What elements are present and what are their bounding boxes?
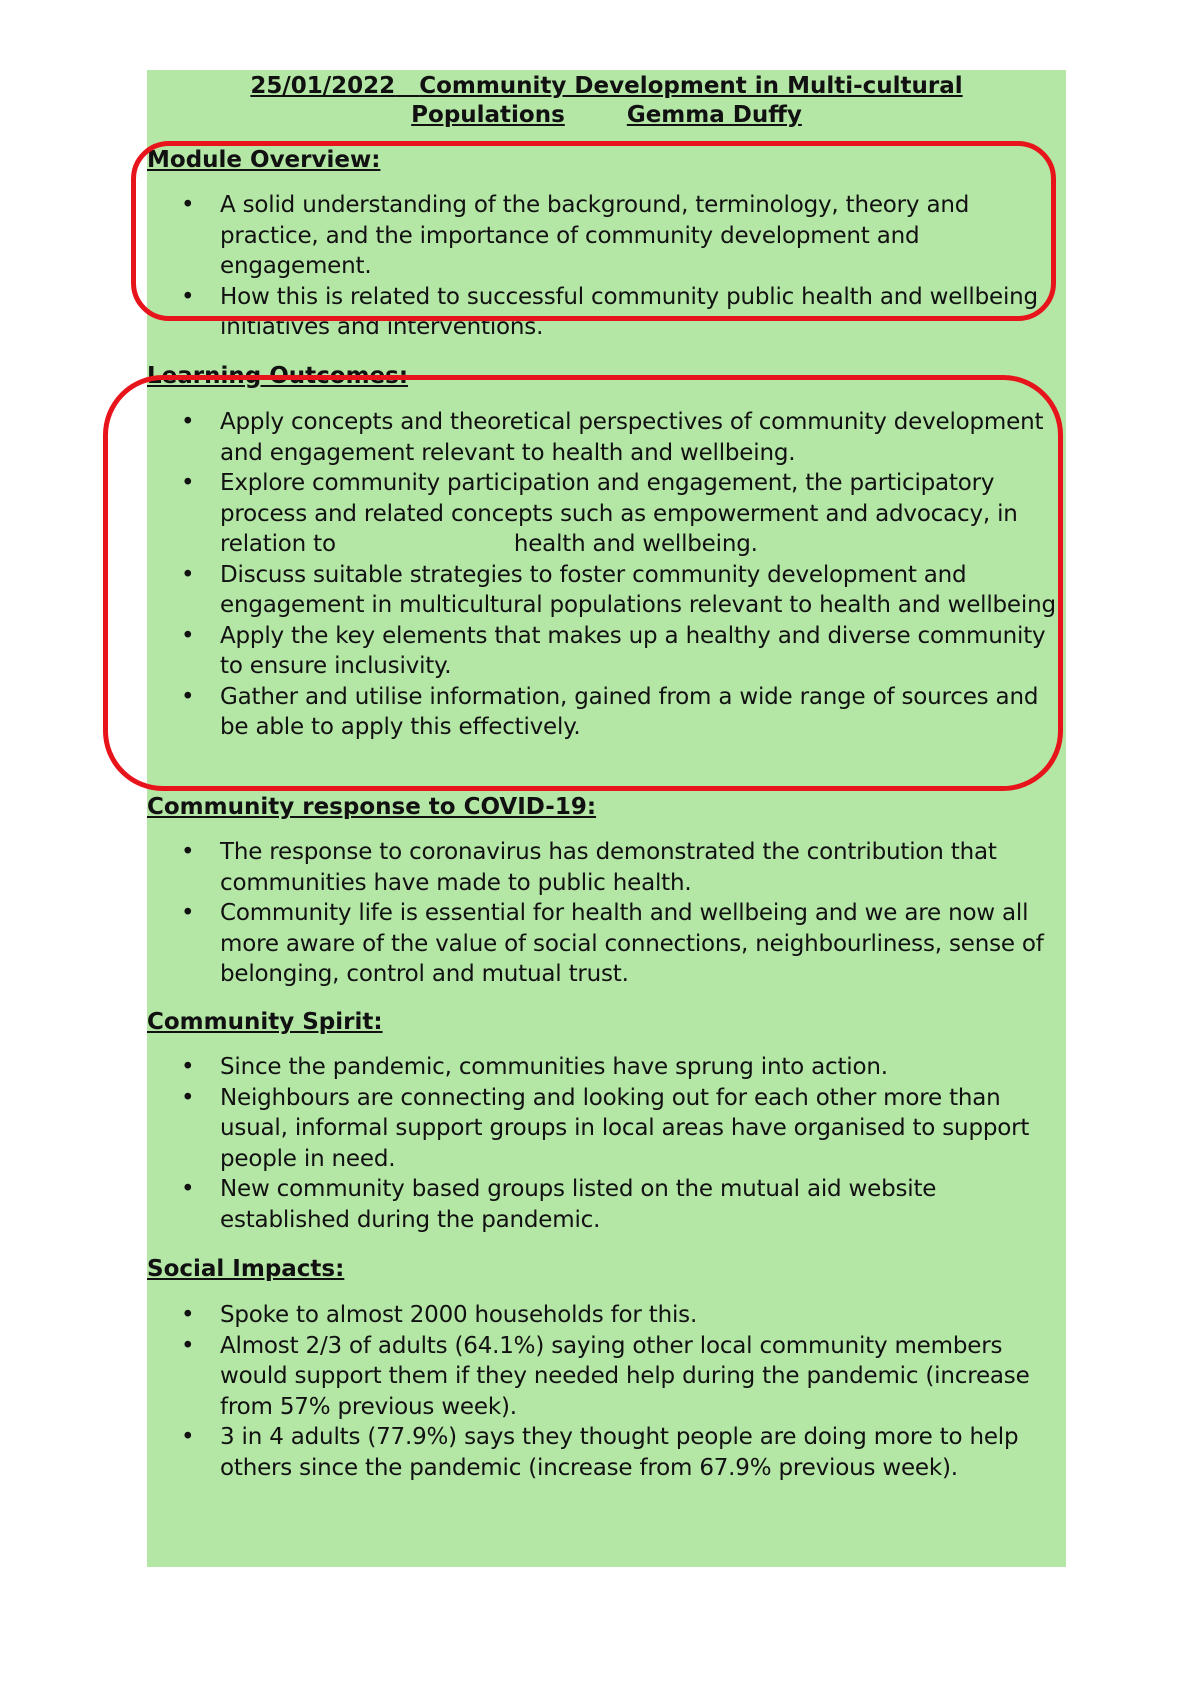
list-item-text: Explore community participation and engagement, the participatory process and related concepts such as empowerment and advocacy, in relation to: [220, 470, 1018, 557]
title-date: 25/01/2022: [250, 73, 396, 99]
title-line2: Populations: [411, 102, 565, 128]
document-title: [147, 72, 1066, 130]
social-impacts-list: [147, 1300, 1067, 1483]
section-heading-social-impacts: Social Impacts:: [147, 1256, 345, 1282]
list-item: • Discuss suitable strategies to foster community development and engagement in multicultural populations relevant to health and wellbeing.: [147, 560, 1067, 621]
section-heading-community-response: Community response to COVID-19:: [147, 794, 597, 820]
list-item: • A solid understanding of the background, terminology, theory and practice, and the importance of community development and engagement.: [147, 190, 1067, 282]
list-item: • Almost 2/3 of adults (64.1%) saying other local community members would support them if they needed help during the pandemic (increase from 57% previous week).: [147, 1331, 1067, 1423]
section-heading-community-spirit: Community Spirit:: [147, 1009, 383, 1035]
section-heading-learning-outcomes: Learning Outcomes:: [147, 363, 409, 389]
list-item: • Community life is essential for health and wellbeing and we are now all more aware of the value of social connections, neighbourliness, sense of belonging, control and mutual trust.: [147, 898, 1067, 990]
list-item-text-continued: health and wellbeing.: [513, 531, 758, 557]
list-item: • How this is related to successful community public health and wellbeing initiatives and interventions.: [147, 282, 1067, 343]
community-response-list: [147, 837, 1067, 990]
learning-outcomes-list: [147, 407, 1067, 743]
title-line1: Community Development in Multi-cultural: [419, 73, 963, 99]
list-item: • Gather and utilise information, gained from a wide range of sources and be able to apply this effectively.: [147, 682, 1067, 743]
section-heading-module-overview: Module Overview:: [147, 147, 381, 173]
list-item: • 3 in 4 adults (77.9%) says they thought people are doing more to help others since the pandemic (increase from 67.9% previous week).: [147, 1422, 1067, 1483]
title-author: Gemma Duffy: [626, 102, 802, 128]
list-item: • The response to coronavirus has demonstrated the contribution that communities have made to public health.: [147, 837, 1067, 898]
list-item: • Since the pandemic, communities have sprung into action.: [147, 1052, 1067, 1083]
list-item: • Spoke to almost 2000 households for this.: [147, 1300, 1067, 1331]
list-item: [147, 468, 1067, 560]
module-overview-list: [147, 190, 1067, 343]
community-spirit-list: [147, 1052, 1067, 1235]
list-item: • New community based groups listed on the mutual aid website established during the pandemic.: [147, 1174, 1067, 1235]
list-item: • Apply the key elements that makes up a healthy and diverse community to ensure inclusivity.: [147, 621, 1067, 682]
list-item: • Neighbours are connecting and looking out for each other more than usual, informal support groups in local areas have organised to support people in need.: [147, 1083, 1067, 1175]
list-item: • Apply concepts and theoretical perspectives of community development and engagement relevant to health and wellbeing.: [147, 407, 1067, 468]
